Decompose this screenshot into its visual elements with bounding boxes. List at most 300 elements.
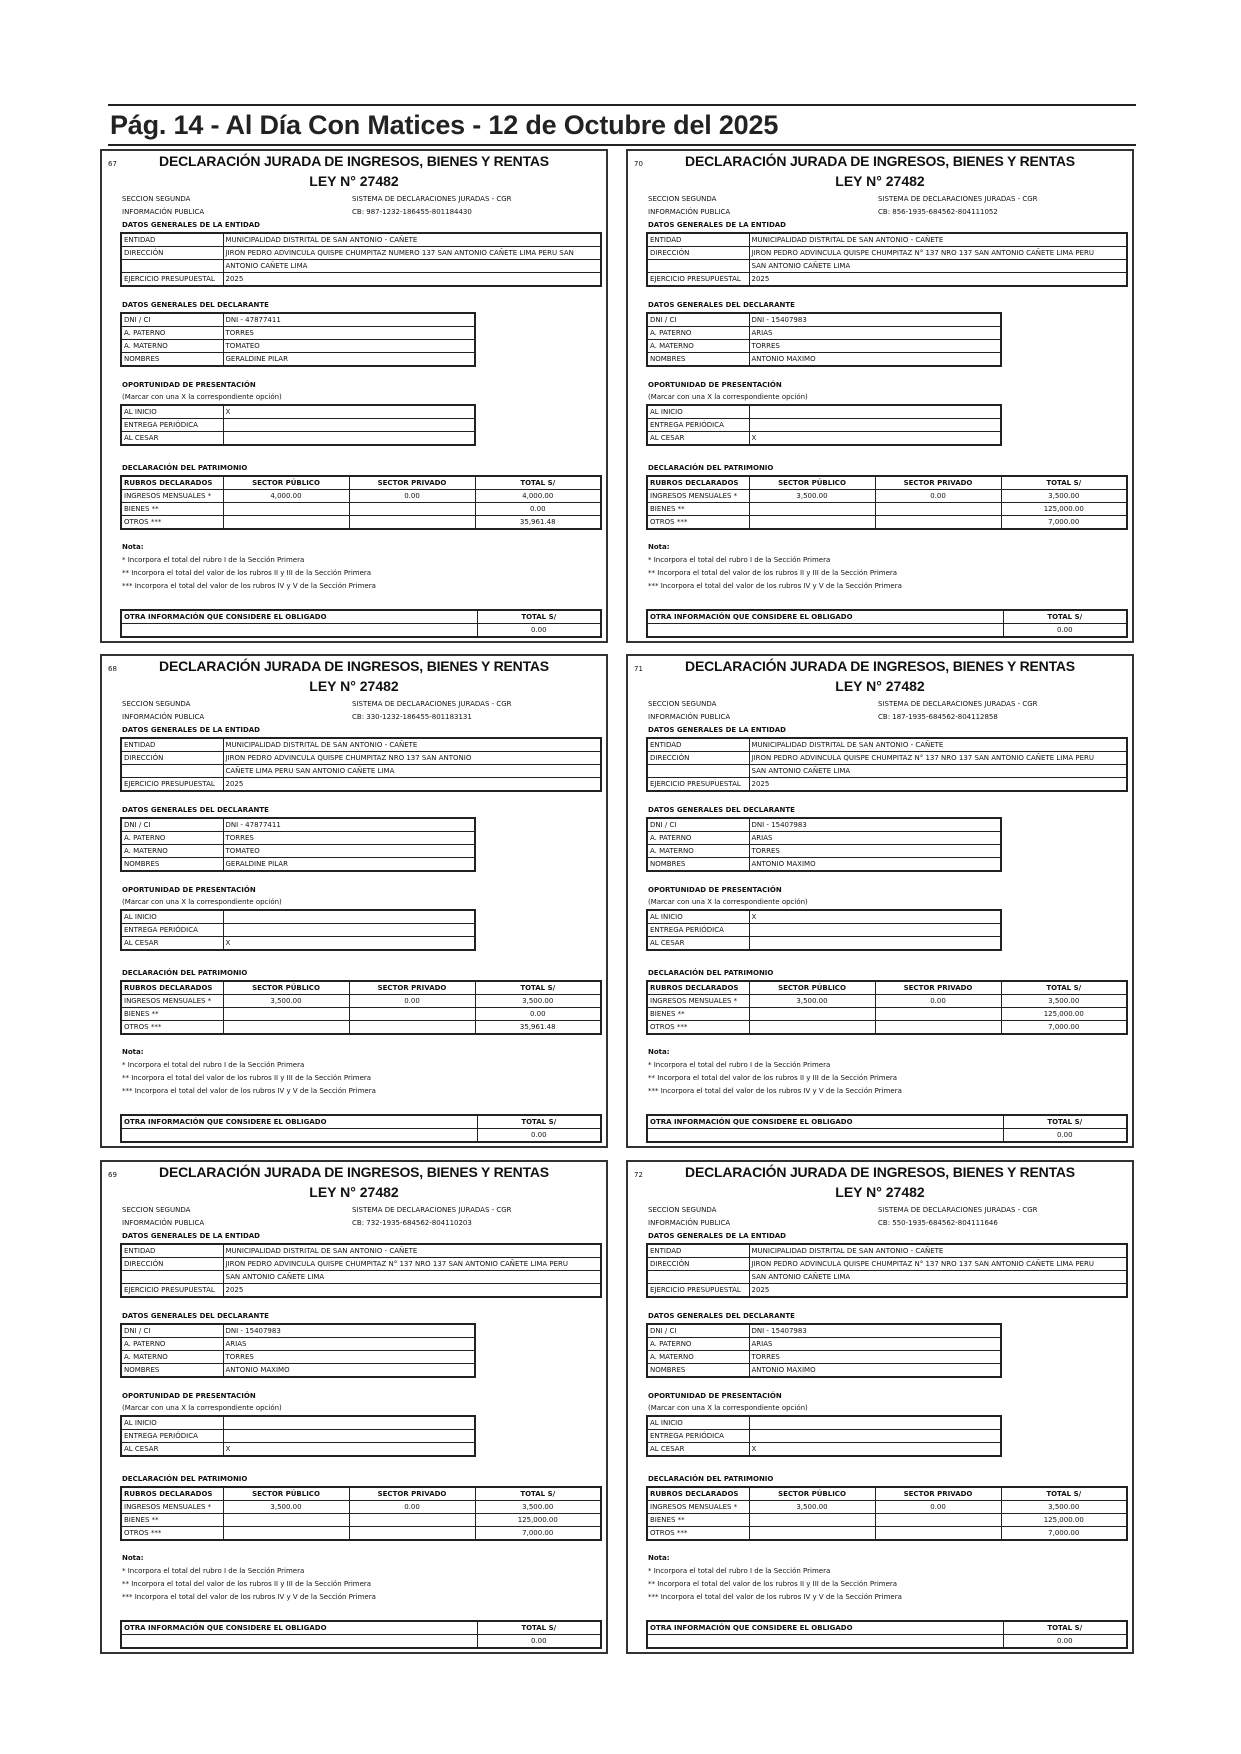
publico-header: SECTOR PÚBLICO <box>749 1487 875 1501</box>
datos-declarante-heading: DATOS GENERALES DEL DECLARANTE <box>122 301 269 309</box>
nota-line-2: ** Incorpora el total del valor de los rubros II y III de la Sección Primera <box>648 1580 898 1588</box>
privado-header: SECTOR PRIVADO <box>875 981 1001 995</box>
table-row <box>121 1364 475 1378</box>
direccion-label: DIRECCIÓN <box>121 1258 223 1271</box>
entidad-value: MUNICIPALIDAD DISTRITAL DE SAN ANTONIO - CAÑETE <box>223 738 601 752</box>
nota-heading: Nota: <box>648 1554 670 1562</box>
entrega-mark <box>749 419 1001 432</box>
ejercicio-value: 2025 <box>749 1284 1127 1298</box>
rubros-header: RUBROS DECLARADOS <box>121 981 223 995</box>
otra-info-table <box>120 1114 602 1143</box>
datos-entidad-heading: DATOS GENERALES DE LA ENTIDAD <box>648 1232 786 1240</box>
bienes-label: BIENES ** <box>121 1008 223 1021</box>
ejercicio-label: EJERCICIO PRESUPUESTAL <box>647 778 749 792</box>
table-row <box>121 1021 601 1035</box>
patrimonio-table <box>120 1486 602 1541</box>
otra-total-value: 0.00 <box>1003 624 1127 638</box>
table-row <box>121 1635 601 1649</box>
paterno-value: ARIAS <box>223 1338 475 1351</box>
nota-line-2: ** Incorpora el total del valor de los rubros II y III de la Sección Primera <box>648 569 898 577</box>
table-row <box>647 353 1001 367</box>
patrimonio-heading: DECLARACIÓN DEL PATRIMONIO <box>122 969 248 977</box>
table-row <box>647 1501 1127 1514</box>
table-row <box>121 273 601 287</box>
table-row <box>121 858 475 872</box>
table-row <box>121 910 475 924</box>
ingresos-publico: 3,500.00 <box>223 1501 349 1514</box>
table-row <box>647 1621 1127 1635</box>
otra-info-header: OTRA INFORMACIÓN QUE CONSIDERE EL OBLIGADO <box>647 1621 1003 1635</box>
table-row <box>121 503 601 516</box>
table-row <box>647 490 1127 503</box>
card-law: LEY N° 27482 <box>835 1184 925 1200</box>
privado-header: SECTOR PRIVADO <box>349 476 475 490</box>
table-row <box>647 858 1001 872</box>
table-row <box>647 1416 1001 1430</box>
declarante-table <box>120 817 476 872</box>
card-title: DECLARACIÓN JURADA DE INGRESOS, BIENES Y RENTAS <box>159 153 549 169</box>
al-cesar-mark <box>223 432 475 446</box>
declarante-table <box>646 1323 1002 1378</box>
info-label: INFORMACIÓN PUBLICA <box>648 713 731 721</box>
otra-info-header: OTRA INFORMACIÓN QUE CONSIDERE EL OBLIGADO <box>121 610 477 624</box>
nota-line-3: *** Incorpora el total del valor de los rubros IV y V de la Sección Primera <box>648 1087 902 1095</box>
bienes-total: 125,000.00 <box>475 1514 601 1527</box>
entidad-value: MUNICIPALIDAD DISTRITAL DE SAN ANTONIO - CAÑETE <box>749 1244 1127 1258</box>
cb-code: CB: 987-1232-186455-801184430 <box>352 208 472 216</box>
patrimonio-heading: DECLARACIÓN DEL PATRIMONIO <box>648 1475 774 1483</box>
datos-declarante-heading: DATOS GENERALES DEL DECLARANTE <box>122 806 269 814</box>
table-row <box>647 1244 1127 1258</box>
paterno-label: A. PATERNO <box>121 1338 223 1351</box>
ingresos-total: 4,000.00 <box>475 490 601 503</box>
dni-value: DNI - 15407983 <box>749 1324 1001 1338</box>
table-row <box>647 1258 1127 1271</box>
materno-value: TORRES <box>223 1351 475 1364</box>
oportunidad-table <box>646 1415 1002 1457</box>
materno-label: A. MATERNO <box>121 1351 223 1364</box>
table-row <box>121 778 601 792</box>
paterno-label: A. PATERNO <box>647 1338 749 1351</box>
info-label: INFORMACIÓN PUBLICA <box>648 1219 731 1227</box>
datos-declarante-heading: DATOS GENERALES DEL DECLARANTE <box>648 301 795 309</box>
bienes-label: BIENES ** <box>121 1514 223 1527</box>
table-row <box>121 1324 475 1338</box>
otra-total-value: 0.00 <box>1003 1129 1127 1143</box>
card-number: 71 <box>634 665 643 673</box>
seccion-label: SECCION SEGUNDA <box>648 700 717 708</box>
table-row <box>647 340 1001 353</box>
materno-value: TOMATEO <box>223 845 475 858</box>
dni-value: DNI - 15407983 <box>749 313 1001 327</box>
table-row <box>647 1635 1127 1649</box>
datos-entidad-heading: DATOS GENERALES DE LA ENTIDAD <box>122 221 260 229</box>
marcar-instruction: (Marcar con una X la correspondiente opción) <box>122 1404 282 1412</box>
nota-line-1: * Incorpora el total del rubro I de la Sección Primera <box>122 1567 305 1575</box>
table-row <box>647 313 1001 327</box>
datos-declarante-heading: DATOS GENERALES DEL DECLARANTE <box>648 806 795 814</box>
table-row <box>647 778 1127 792</box>
direccion-label: DIRECCIÓN <box>121 247 223 260</box>
entidad-label: ENTIDAD <box>647 1244 749 1258</box>
nota-line-2: ** Incorpora el total del valor de los rubros II y III de la Sección Primera <box>122 569 372 577</box>
card-number: 70 <box>634 160 643 168</box>
direccion-label: DIRECCIÓN <box>647 752 749 765</box>
entrega-label: ENTREGA PERIÓDICA <box>121 419 223 432</box>
paterno-label: A. PATERNO <box>647 832 749 845</box>
entidad-label: ENTIDAD <box>121 738 223 752</box>
al-inicio-label: AL INICIO <box>121 910 223 924</box>
materno-label: A. MATERNO <box>121 340 223 353</box>
nota-line-1: * Incorpora el total del rubro I de la Sección Primera <box>122 1061 305 1069</box>
seccion-label: SECCION SEGUNDA <box>122 195 191 203</box>
bienes-total: 125,000.00 <box>1001 503 1127 516</box>
nota-line-1: * Incorpora el total del rubro I de la Sección Primera <box>648 556 831 564</box>
otra-total-value: 0.00 <box>477 1129 601 1143</box>
patrimonio-table <box>646 980 1128 1035</box>
oportunidad-heading: OPORTUNIDAD DE PRESENTACIÓN <box>648 886 782 894</box>
oportunidad-table <box>646 909 1002 951</box>
table-row <box>121 476 601 490</box>
nota-line-3: *** Incorpora el total del valor de los rubros IV y V de la Sección Primera <box>648 582 902 590</box>
declarante-table <box>120 1323 476 1378</box>
nota-line-1: * Incorpora el total del rubro I de la Sección Primera <box>648 1061 831 1069</box>
privado-header: SECTOR PRIVADO <box>349 981 475 995</box>
entidad-table <box>120 1243 602 1298</box>
table-row <box>647 1115 1127 1129</box>
table-row <box>647 1284 1127 1298</box>
bienes-total: 125,000.00 <box>1001 1514 1127 1527</box>
otros-label: OTROS *** <box>121 1021 223 1035</box>
materno-value: TORRES <box>749 340 1001 353</box>
table-row <box>647 1129 1127 1143</box>
table-row <box>121 1258 601 1271</box>
ingresos-total: 3,500.00 <box>475 995 601 1008</box>
paterno-label: A. PATERNO <box>121 832 223 845</box>
info-label: INFORMACIÓN PUBLICA <box>648 208 731 216</box>
table-row <box>647 981 1127 995</box>
direccion-value-2: ANTONIO CAÑETE LIMA <box>223 260 601 273</box>
datos-declarante-heading: DATOS GENERALES DEL DECLARANTE <box>648 1312 795 1320</box>
table-row <box>647 924 1001 937</box>
table-row <box>121 1115 601 1129</box>
direccion-value-1: JIRON PEDRO ADVINCULA QUISPE CHUMPITAZ NRO 137 SAN ANTONIO <box>223 752 601 765</box>
table-row <box>121 1487 601 1501</box>
table-row <box>647 1271 1127 1284</box>
ingresos-privado: 0.00 <box>349 1501 475 1514</box>
bienes-label: BIENES ** <box>647 1008 749 1021</box>
direccion-value-1: JIRON PEDRO ADVINCULA QUISPE CHUMPITAZ N° 137 NRO 137 SAN ANTONIO CAÑETE LIMA PERU <box>749 752 1127 765</box>
dni-value: DNI - 15407983 <box>749 818 1001 832</box>
table-row <box>121 405 475 419</box>
card-title: DECLARACIÓN JURADA DE INGRESOS, BIENES Y RENTAS <box>685 153 1075 169</box>
ejercicio-label: EJERCICIO PRESUPUESTAL <box>647 1284 749 1298</box>
entrega-mark <box>749 1430 1001 1443</box>
total-header: TOTAL S/ <box>1001 1487 1127 1501</box>
al-cesar-label: AL CESAR <box>121 1443 223 1457</box>
ingresos-publico: 3,500.00 <box>749 1501 875 1514</box>
total-header: TOTAL S/ <box>1001 476 1127 490</box>
nota-heading: Nota: <box>122 543 144 551</box>
nombres-label: NOMBRES <box>647 353 749 367</box>
table-row <box>121 765 601 778</box>
table-row <box>647 233 1127 247</box>
ingresos-label: INGRESOS MENSUALES * <box>121 995 223 1008</box>
table-row <box>647 432 1001 446</box>
table-row <box>121 937 475 951</box>
al-cesar-mark: X <box>223 937 475 951</box>
direccion-value-1: JIRON PEDRO ADVINCULA QUISPE CHUMPITAZ N° 137 NRO 137 SAN ANTONIO CAÑETE LIMA PERU <box>749 247 1127 260</box>
dni-label: DNI / CI <box>647 1324 749 1338</box>
datos-entidad-heading: DATOS GENERALES DE LA ENTIDAD <box>648 221 786 229</box>
table-row <box>647 752 1127 765</box>
page-title: Pág. 14 - Al Día Con Matices - 12 de Octubre del 2025 <box>110 110 779 140</box>
patrimonio-heading: DECLARACIÓN DEL PATRIMONIO <box>122 1475 248 1483</box>
rubros-header: RUBROS DECLARADOS <box>121 1487 223 1501</box>
table-row <box>121 1443 475 1457</box>
table-row <box>647 1364 1001 1378</box>
table-row <box>647 516 1127 530</box>
table-row <box>121 832 475 845</box>
seccion-label: SECCION SEGUNDA <box>122 1206 191 1214</box>
bienes-label: BIENES ** <box>647 1514 749 1527</box>
table-row <box>647 327 1001 340</box>
table-row <box>121 419 475 432</box>
declaration-card <box>626 654 1134 1148</box>
ingresos-privado: 0.00 <box>875 995 1001 1008</box>
sistema-label: SISTEMA DE DECLARACIONES JURADAS - CGR <box>878 195 1038 203</box>
nota-line-2: ** Incorpora el total del valor de los rubros II y III de la Sección Primera <box>122 1580 372 1588</box>
table-row <box>647 1430 1001 1443</box>
ingresos-label: INGRESOS MENSUALES * <box>121 1501 223 1514</box>
entidad-value: MUNICIPALIDAD DISTRITAL DE SAN ANTONIO - CAÑETE <box>749 738 1127 752</box>
table-row <box>647 910 1001 924</box>
bienes-label: BIENES ** <box>647 503 749 516</box>
entidad-value: MUNICIPALIDAD DISTRITAL DE SAN ANTONIO - CAÑETE <box>223 1244 601 1258</box>
otra-total-value: 0.00 <box>477 624 601 638</box>
total-header: TOTAL S/ <box>475 981 601 995</box>
table-row <box>647 1514 1127 1527</box>
nombres-value: ANTONIO MAXIMO <box>749 353 1001 367</box>
rubros-header: RUBROS DECLARADOS <box>121 476 223 490</box>
entrega-label: ENTREGA PERIÓDICA <box>647 1430 749 1443</box>
nota-line-2: ** Incorpora el total del valor de los rubros II y III de la Sección Primera <box>122 1074 372 1082</box>
direccion-value-1: JIRON PEDRO ADVINCULA QUISPE CHUMPITAZ N° 137 NRO 137 SAN ANTONIO CAÑETE LIMA PERU <box>749 1258 1127 1271</box>
direccion-value-2: SAN ANTONIO CAÑETE LIMA <box>749 260 1127 273</box>
dni-label: DNI / CI <box>647 313 749 327</box>
entrega-mark <box>223 419 475 432</box>
al-inicio-mark <box>749 405 1001 419</box>
entrega-mark <box>223 924 475 937</box>
entidad-value: MUNICIPALIDAD DISTRITAL DE SAN ANTONIO - CAÑETE <box>223 233 601 247</box>
ejercicio-value: 2025 <box>749 273 1127 287</box>
al-cesar-mark: X <box>223 1443 475 1457</box>
al-cesar-label: AL CESAR <box>647 1443 749 1457</box>
declarante-table <box>120 312 476 367</box>
entrega-label: ENTREGA PERIÓDICA <box>121 924 223 937</box>
oportunidad-table <box>120 404 476 446</box>
dni-value: DNI - 47877411 <box>223 313 475 327</box>
table-row <box>647 832 1001 845</box>
ingresos-privado: 0.00 <box>349 490 475 503</box>
ingresos-publico: 3,500.00 <box>749 995 875 1008</box>
bienes-total: 0.00 <box>475 503 601 516</box>
otra-info-table <box>120 609 602 638</box>
table-row <box>647 995 1127 1008</box>
bienes-label: BIENES ** <box>121 503 223 516</box>
al-inicio-label: AL INICIO <box>647 1416 749 1430</box>
nota-line-2: ** Incorpora el total del valor de los rubros II y III de la Sección Primera <box>648 1074 898 1082</box>
table-row <box>121 924 475 937</box>
page-header <box>108 104 1136 146</box>
card-title: DECLARACIÓN JURADA DE INGRESOS, BIENES Y RENTAS <box>159 658 549 674</box>
ingresos-publico: 3,500.00 <box>749 490 875 503</box>
entidad-label: ENTIDAD <box>121 1244 223 1258</box>
declarante-table <box>646 312 1002 367</box>
otros-label: OTROS *** <box>647 1021 749 1035</box>
ingresos-total: 3,500.00 <box>1001 995 1127 1008</box>
table-row <box>121 624 601 638</box>
nota-heading: Nota: <box>122 1554 144 1562</box>
table-row <box>647 1351 1001 1364</box>
nota-heading: Nota: <box>648 1048 670 1056</box>
ejercicio-label: EJERCICIO PRESUPUESTAL <box>121 273 223 287</box>
publico-header: SECTOR PÚBLICO <box>749 981 875 995</box>
al-cesar-mark <box>749 937 1001 951</box>
declaration-card <box>100 1160 608 1654</box>
marcar-instruction: (Marcar con una X la correspondiente opción) <box>648 1404 808 1412</box>
cb-code: CB: 856-1935-684562-804111052 <box>878 208 998 216</box>
table-row <box>121 818 475 832</box>
al-inicio-mark: X <box>749 910 1001 924</box>
table-row <box>647 1324 1001 1338</box>
ingresos-label: INGRESOS MENSUALES * <box>647 995 749 1008</box>
paterno-value: TORRES <box>223 327 475 340</box>
paterno-label: A. PATERNO <box>647 327 749 340</box>
table-row <box>121 353 475 367</box>
otra-total-header: TOTAL S/ <box>1003 1621 1127 1635</box>
oportunidad-heading: OPORTUNIDAD DE PRESENTACIÓN <box>122 1392 256 1400</box>
sistema-label: SISTEMA DE DECLARACIONES JURADAS - CGR <box>352 700 512 708</box>
sistema-label: SISTEMA DE DECLARACIONES JURADAS - CGR <box>352 195 512 203</box>
table-row <box>121 1351 475 1364</box>
table-row <box>121 327 475 340</box>
direccion-label: DIRECCIÓN <box>647 247 749 260</box>
declaration-card <box>100 654 608 1148</box>
info-label: INFORMACIÓN PUBLICA <box>122 713 205 721</box>
direccion-value-2: CAÑETE LIMA PERU SAN ANTONIO CAÑETE LIMA <box>223 765 601 778</box>
datos-entidad-heading: DATOS GENERALES DE LA ENTIDAD <box>122 726 260 734</box>
al-cesar-mark: X <box>749 432 1001 446</box>
nota-line-3: *** Incorpora el total del valor de los rubros IV y V de la Sección Primera <box>648 1593 902 1601</box>
table-row <box>121 1244 601 1258</box>
ejercicio-value: 2025 <box>223 1284 601 1298</box>
table-row <box>647 738 1127 752</box>
dni-label: DNI / CI <box>121 313 223 327</box>
table-row <box>647 273 1127 287</box>
ingresos-privado: 0.00 <box>349 995 475 1008</box>
dni-label: DNI / CI <box>647 818 749 832</box>
otra-info-header: OTRA INFORMACIÓN QUE CONSIDERE EL OBLIGADO <box>121 1621 477 1635</box>
al-inicio-label: AL INICIO <box>647 910 749 924</box>
table-row <box>121 610 601 624</box>
al-inicio-mark: X <box>223 405 475 419</box>
otros-label: OTROS *** <box>647 516 749 530</box>
marcar-instruction: (Marcar con una X la correspondiente opción) <box>648 393 808 401</box>
table-row <box>121 233 601 247</box>
al-cesar-mark: X <box>749 1443 1001 1457</box>
card-number: 67 <box>108 160 117 168</box>
al-cesar-label: AL CESAR <box>647 937 749 951</box>
nota-heading: Nota: <box>648 543 670 551</box>
card-law: LEY N° 27482 <box>309 678 399 694</box>
otra-info-table <box>646 609 1128 638</box>
otra-info-header: OTRA INFORMACIÓN QUE CONSIDERE EL OBLIGADO <box>647 1115 1003 1129</box>
entidad-value: MUNICIPALIDAD DISTRITAL DE SAN ANTONIO - CAÑETE <box>749 233 1127 247</box>
patrimonio-heading: DECLARACIÓN DEL PATRIMONIO <box>122 464 248 472</box>
cb-code: CB: 187-1935-684562-804112858 <box>878 713 998 721</box>
publico-header: SECTOR PÚBLICO <box>223 981 349 995</box>
table-row <box>647 1008 1127 1021</box>
card-title: DECLARACIÓN JURADA DE INGRESOS, BIENES Y RENTAS <box>685 658 1075 674</box>
oportunidad-heading: OPORTUNIDAD DE PRESENTACIÓN <box>648 381 782 389</box>
paterno-value: TORRES <box>223 832 475 845</box>
table-row <box>647 419 1001 432</box>
direccion-label: DIRECCIÓN <box>121 752 223 765</box>
al-inicio-label: AL INICIO <box>121 1416 223 1430</box>
nombres-value: GERALDINE PILAR <box>223 353 475 367</box>
patrimonio-table <box>120 475 602 530</box>
card-number: 68 <box>108 665 117 673</box>
table-row <box>121 1284 601 1298</box>
otra-total-header: TOTAL S/ <box>477 610 601 624</box>
otra-info-table <box>120 1620 602 1649</box>
ingresos-label: INGRESOS MENSUALES * <box>121 490 223 503</box>
nota-line-1: * Incorpora el total del rubro I de la Sección Primera <box>122 556 305 564</box>
al-inicio-mark <box>223 1416 475 1430</box>
table-row <box>121 752 601 765</box>
cb-code: CB: 732-1935-684562-804110203 <box>352 1219 472 1227</box>
entidad-table <box>646 737 1128 792</box>
otra-info-header: OTRA INFORMACIÓN QUE CONSIDERE EL OBLIGADO <box>647 610 1003 624</box>
materno-value: TOMATEO <box>223 340 475 353</box>
direccion-label: DIRECCIÓN <box>647 1258 749 1271</box>
ejercicio-label: EJERCICIO PRESUPUESTAL <box>121 778 223 792</box>
entidad-table <box>646 1243 1128 1298</box>
entrega-label: ENTREGA PERIÓDICA <box>121 1430 223 1443</box>
patrimonio-table <box>120 980 602 1035</box>
table-row <box>121 845 475 858</box>
declaration-card <box>100 149 608 643</box>
otros-total: 7,000.00 <box>475 1527 601 1541</box>
entrega-label: ENTREGA PERIÓDICA <box>647 419 749 432</box>
table-row <box>121 1008 601 1021</box>
entidad-table <box>120 737 602 792</box>
otros-total: 7,000.00 <box>1001 1527 1127 1541</box>
oportunidad-table <box>120 909 476 951</box>
table-row <box>121 1129 601 1143</box>
direccion-value-1: JIRON PEDRO ADVINCULA QUISPE CHUMPITAZ NUMERO 137 SAN ANTONIO CAÑETE LIMA PERU SAN <box>223 247 601 260</box>
paterno-label: A. PATERNO <box>121 327 223 340</box>
table-row <box>121 1514 601 1527</box>
nota-line-3: *** Incorpora el total del valor de los rubros IV y V de la Sección Primera <box>122 1593 376 1601</box>
rubros-header: RUBROS DECLARADOS <box>647 1487 749 1501</box>
materno-value: TORRES <box>749 845 1001 858</box>
bienes-total: 125,000.00 <box>1001 1008 1127 1021</box>
table-row <box>121 432 475 446</box>
oportunidad-heading: OPORTUNIDAD DE PRESENTACIÓN <box>122 381 256 389</box>
patrimonio-table <box>646 1486 1128 1541</box>
